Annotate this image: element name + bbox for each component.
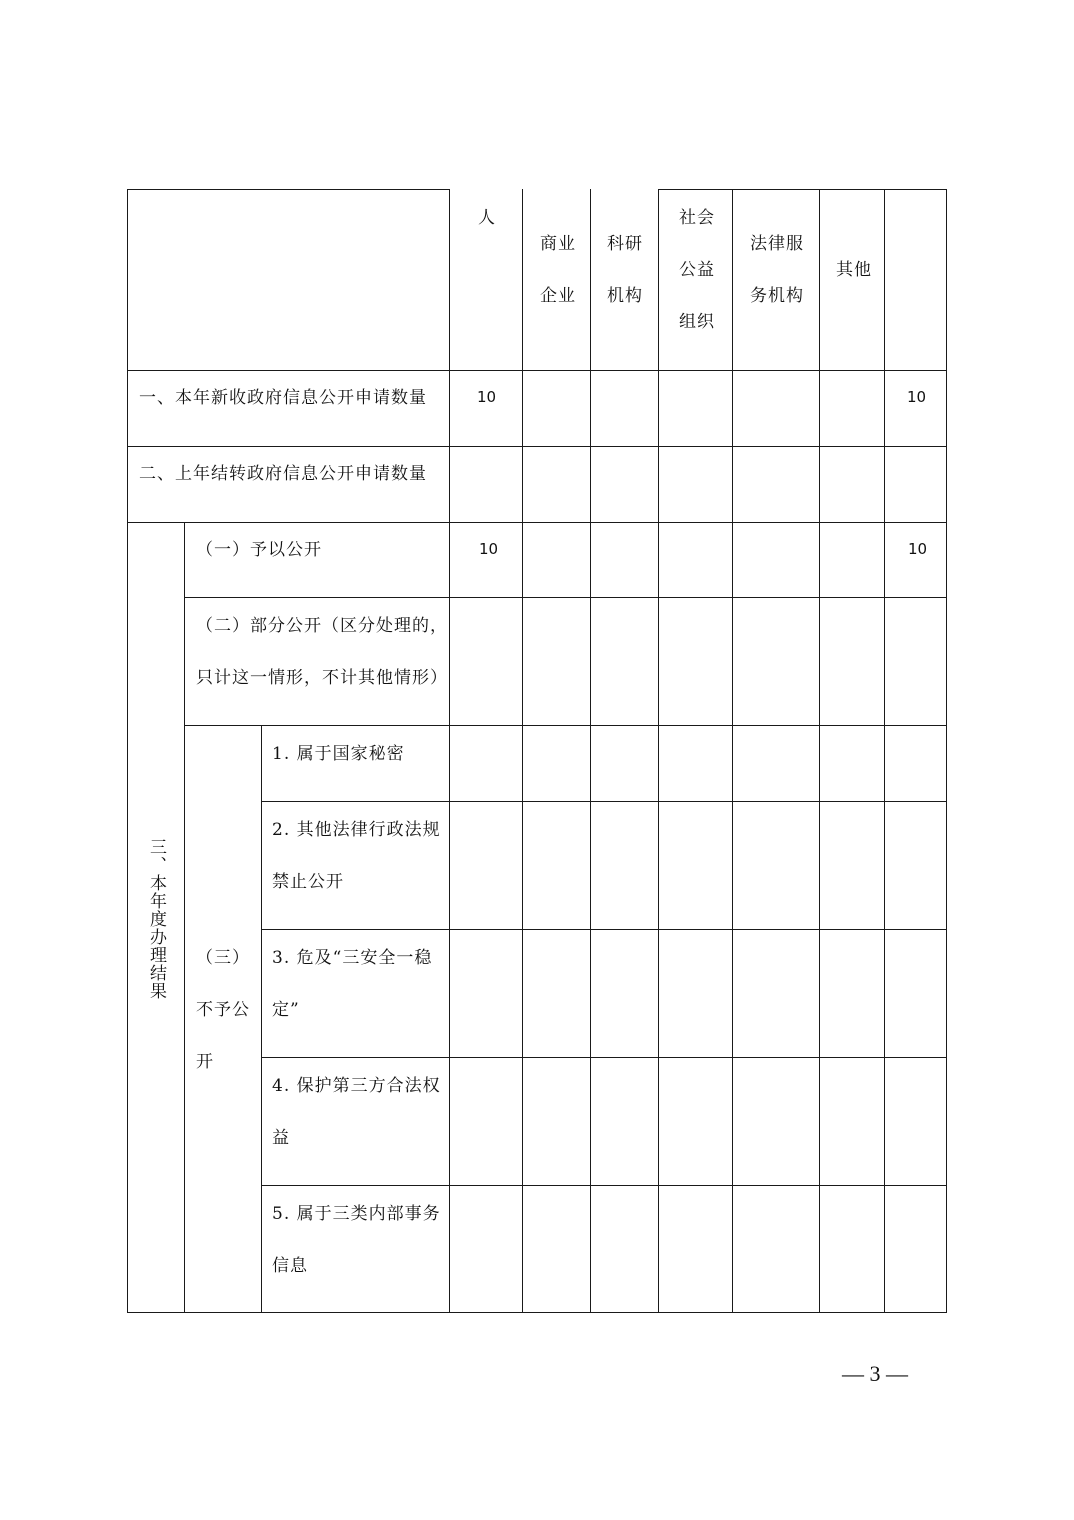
table-rule	[261, 801, 947, 802]
table-rule	[819, 189, 820, 1313]
section3-label: 三、本年度办理结果	[146, 838, 166, 1000]
reason-1-line1: 1. 属于国家秘密	[272, 744, 405, 764]
header-individual: 人	[478, 208, 496, 228]
row-disclosed-individual: 10	[479, 540, 499, 558]
page-number: — 3 —	[842, 1361, 908, 1386]
table-rule	[127, 522, 947, 523]
header-business-line2: 企业	[540, 286, 576, 306]
table-rule	[884, 189, 885, 1313]
table-rule	[732, 189, 733, 1313]
table-rule	[127, 189, 128, 1313]
table-rule	[590, 189, 591, 1313]
header-business-line1: 商业	[540, 234, 576, 254]
table-rule	[658, 189, 659, 1313]
table-rule	[127, 189, 449, 190]
table-rule	[658, 189, 947, 190]
row-disclosed-total: 10	[908, 540, 928, 558]
not-disclosed-label-line2: 不予公	[196, 1000, 250, 1020]
reason-3-line2: 定”	[272, 1000, 300, 1020]
reason-5-line1: 5. 属于三类内部事务	[272, 1204, 441, 1224]
row-new-requests-individual: 10	[477, 388, 497, 406]
reason-5-line2: 信息	[272, 1256, 308, 1276]
table-rule	[127, 370, 947, 371]
row-partial-label-line1: （二）部分公开（区分处理的，	[196, 616, 448, 636]
table-rule	[522, 189, 523, 1313]
row-new-requests-label: 一、本年新收政府信息公开申请数量	[139, 388, 427, 408]
table-rule	[127, 446, 947, 447]
header-legal-line2: 务机构	[750, 286, 804, 306]
reason-4-line2: 益	[272, 1128, 290, 1148]
header-social-line3: 组织	[679, 312, 715, 332]
reason-2-line1: 2. 其他法律行政法规	[272, 820, 441, 840]
header-legal-line1: 法律服	[750, 234, 804, 254]
table-rule	[946, 189, 947, 1313]
row-new-requests-total: 10	[907, 388, 927, 406]
table-rule	[261, 1057, 947, 1058]
header-research-line1: 科研	[607, 234, 643, 254]
header-social-line1: 社会	[679, 208, 715, 228]
reason-3-line1: 3. 危及“三安全一稳	[272, 948, 433, 968]
table-rule	[127, 1312, 947, 1313]
not-disclosed-label-line1: （三）	[196, 948, 250, 968]
table-rule	[261, 725, 262, 1313]
table-rule	[449, 189, 450, 1313]
header-other: 其他	[836, 260, 872, 280]
row-disclosed-label: （一）予以公开	[196, 540, 322, 560]
row-partial-label-line2: 只计这一情形，不计其他情形）	[196, 668, 448, 688]
reason-2-line2: 禁止公开	[272, 872, 344, 892]
table-rule	[261, 1185, 947, 1186]
row-carried-over-label: 二、上年结转政府信息公开申请数量	[139, 464, 427, 484]
reason-4-line1: 4. 保护第三方合法权	[272, 1076, 441, 1096]
not-disclosed-label-line3: 开	[196, 1052, 214, 1072]
table-rule	[184, 725, 947, 726]
table-rule	[261, 929, 947, 930]
header-research-line2: 机构	[607, 286, 643, 306]
table-rule	[184, 522, 185, 1313]
header-social-line2: 公益	[679, 260, 715, 280]
table-rule	[184, 597, 947, 598]
